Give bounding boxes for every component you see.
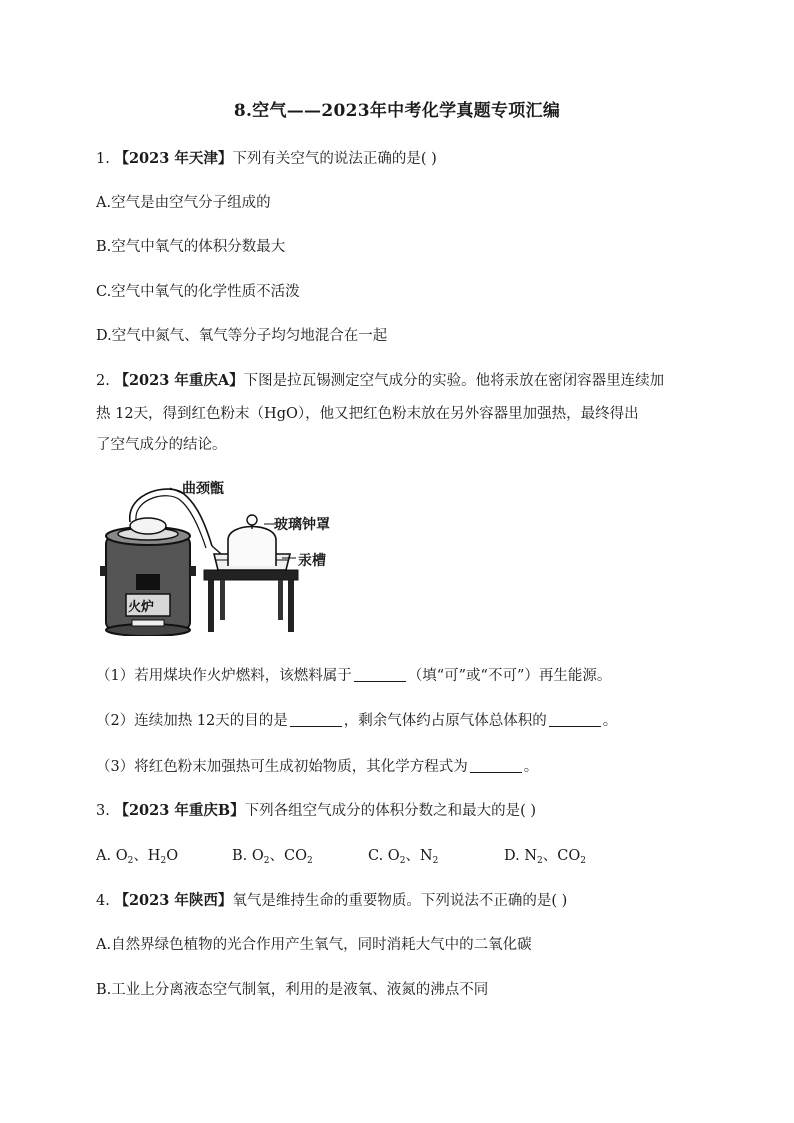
question-1-option-c: C.空气中氧气的化学性质不活泼 <box>96 284 300 300</box>
page-title: 8.空气——2023年中考化学真题专项汇编 <box>233 101 561 121</box>
answer-blank[interactable] <box>470 758 522 773</box>
subscript: 2 <box>432 856 439 866</box>
option-text: 、CO <box>542 848 581 864</box>
question-1-option-d: D.空气中氮气、氧气等分子均匀地混合在一起 <box>96 328 388 344</box>
question-2-sub-3 <box>96 756 538 778</box>
sub-question-text: （填“可”或“不可”）再生能源。 <box>407 668 612 684</box>
sub-question-text: （3）将红色粉末加强热可生成初始物质，其化学方程式为 <box>96 759 468 775</box>
subscript: 2 <box>160 856 167 866</box>
sub-question-text: （1）若用煤块作火炉燃料，该燃料属于 <box>96 668 352 684</box>
answer-blank[interactable] <box>290 712 342 727</box>
question-4-stem <box>96 890 567 912</box>
option-text: A. O <box>96 848 128 864</box>
question-2-stem-line-2: 热 12天，得到红色粉末（HgO），他又把红色粉末放在另外容器里加强热，最终得出 <box>96 406 639 422</box>
question-text: 下列各组空气成分的体积分数之和最大的是( ) <box>244 803 537 819</box>
question-source-tag: 【2023 年天津】 <box>114 150 233 167</box>
question-number: 3. <box>96 803 110 819</box>
question-source-tag: 【2023 年陕西】 <box>114 892 233 909</box>
subscript: 2 <box>127 856 134 866</box>
question-3-option-d <box>504 845 640 872</box>
option-text: B. O <box>232 848 264 864</box>
option-text: O <box>166 848 179 864</box>
sub-question-text: （2）连续加热 12天的目的是 <box>96 713 288 729</box>
question-3-option-c <box>368 845 504 872</box>
option-text: C. O <box>368 848 400 864</box>
question-3-options <box>96 845 640 872</box>
option-text: 、H <box>133 848 161 864</box>
question-3-stem <box>96 800 536 822</box>
lavoisier-apparatus-figure <box>100 474 380 636</box>
label-bell-jar: 玻璃钟罩 <box>274 517 330 533</box>
question-4-option-b: B.工业上分离液态空气制氧，利用的是液氧、液氮的沸点不同 <box>96 982 489 998</box>
subscript: 2 <box>537 856 543 866</box>
question-2-sub-1 <box>96 665 611 687</box>
option-text: 、CO <box>269 848 307 864</box>
sub-question-text: ，剩余气体约占原气体总体积的 <box>343 713 547 729</box>
answer-blank[interactable] <box>354 667 406 682</box>
sub-question-text: 。 <box>602 713 618 729</box>
question-3-option-a <box>96 845 232 872</box>
question-text: 氧气是维持生命的重要物质。下列说法不正确的是( ) <box>232 893 568 909</box>
question-1-option-b: B.空气中氧气的体积分数最大 <box>96 239 286 255</box>
subscript: 2 <box>263 856 270 866</box>
question-2-stem-line-3: 了空气成分的结论。 <box>96 437 227 453</box>
question-number: 2. <box>96 373 110 389</box>
answer-blank[interactable] <box>549 712 601 727</box>
subscript: 2 <box>580 856 586 866</box>
question-text: 下列有关空气的说法正确的是( ) <box>232 151 437 167</box>
label-furnace: 火炉 <box>128 600 155 615</box>
question-number: 1. <box>96 151 110 167</box>
question-2-stem-line-1 <box>96 370 664 392</box>
label-retort: 曲颈甑 <box>182 481 224 497</box>
option-text: 、N <box>405 848 433 864</box>
subscript: 2 <box>306 856 313 866</box>
sub-question-text: 。 <box>523 759 539 775</box>
question-3-option-b <box>232 845 368 872</box>
option-text: D. N <box>504 848 538 864</box>
question-4-option-a: A.自然界绿色植物的光合作用产生氧气，同时消耗大气中的二氧化碳 <box>96 937 532 953</box>
question-number: 4. <box>96 893 110 909</box>
question-1-option-a: A.空气是由空气分子组成的 <box>96 195 271 211</box>
label-mercury-trough: 汞槽 <box>298 553 326 569</box>
subscript: 2 <box>399 856 406 866</box>
question-1-stem <box>96 148 437 170</box>
question-source-tag: 【2023 年重庆A】 <box>114 372 244 389</box>
question-text: 下图是拉瓦锡测定空气成分的实验。他将汞放在密闭容器里连续加 <box>243 373 665 389</box>
question-source-tag: 【2023 年重庆B】 <box>114 802 245 819</box>
question-2-sub-2 <box>96 710 617 732</box>
